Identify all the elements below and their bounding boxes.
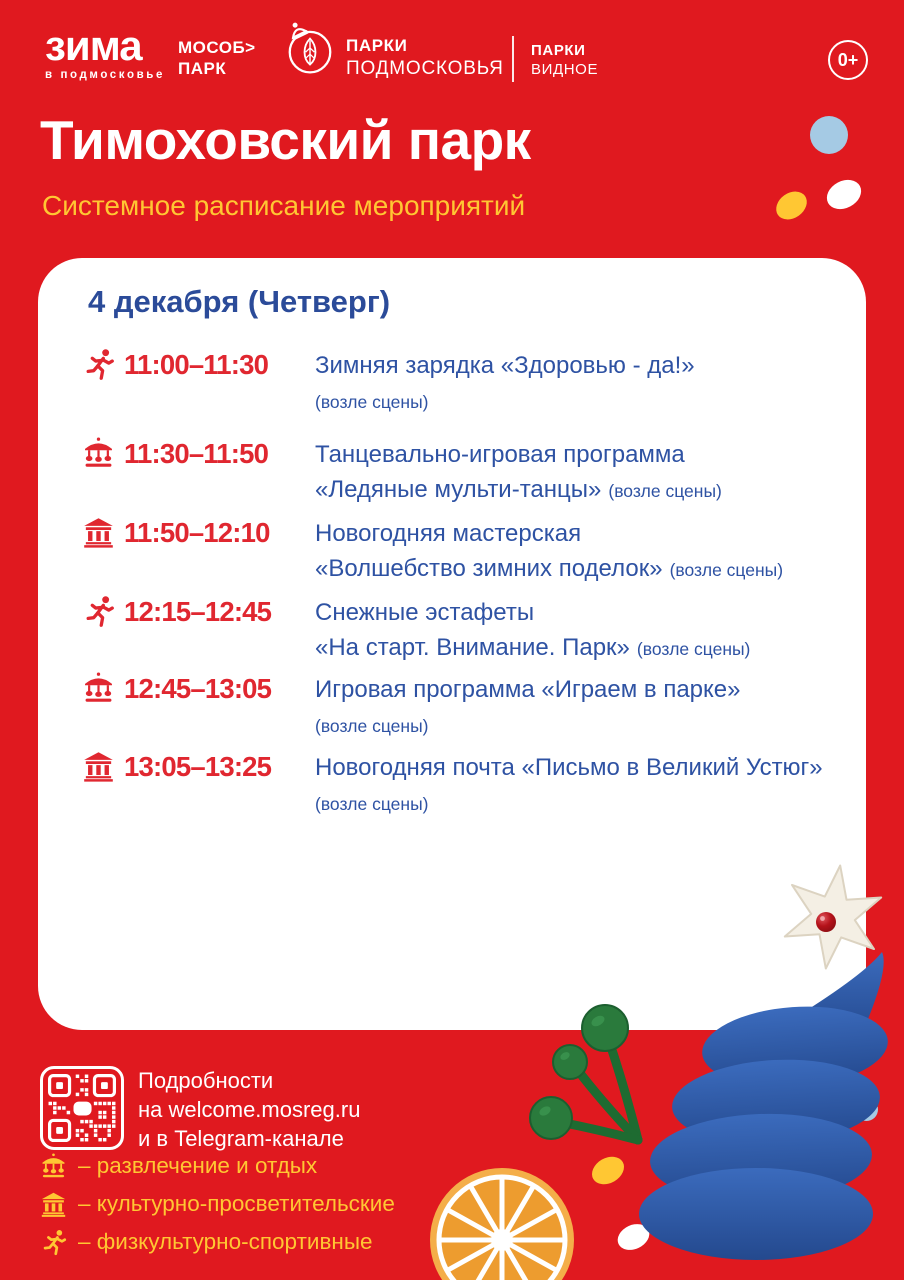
legend-label: – развлечение и отдых [78,1153,318,1178]
footer-line: на welcome.mosreg.ru [138,1097,361,1122]
legend-item [40,1190,395,1218]
page-title: Тимоховский парк [40,109,531,171]
event-title: Зимняя зарядка «Здоровью - да!» [315,352,695,379]
footer-line: и в Telegram-канале [138,1126,344,1151]
event-title: «Ледяные мульти-танцы» [315,476,602,503]
legend-item [40,1152,395,1180]
legend-label: – культурно-просветительские [78,1191,395,1216]
event-time: 11:30–11:50 [124,438,269,469]
museum-icon [82,516,115,549]
event-title: Игровая программа «Играем в парке» [315,676,741,703]
vidnoe-line1: ПАРКИ [531,42,586,59]
event-time: 12:45–13:05 [124,673,272,704]
event-title: «Волшебство зимних поделок» [315,555,663,582]
event-description [315,595,855,667]
museum-icon [40,1191,67,1218]
event-location: (возле сцены) [608,481,722,501]
zima-logo-subtitle: в подмосковье [45,69,165,81]
vidnoe-line2: ВИДНОЕ [531,61,599,78]
legend-item [40,1228,395,1256]
header-divider [512,36,514,82]
event-location: (возле сцены) [315,392,429,412]
event-title: Новогодняя мастерская [315,520,582,547]
orange-slice-decoration [420,1165,590,1280]
legend [40,1152,395,1256]
runner-icon [40,1229,67,1256]
event-title: Новогодняя почта «Письмо в Великий Устюг» [315,754,823,781]
runner-icon [82,595,115,628]
event-row [38,348,866,428]
event-location: (возле сцены) [315,716,429,736]
berries-decoration [520,990,670,1160]
carousel-icon [82,437,115,470]
event-description [315,516,855,588]
parki-vidnoe-logo [531,42,598,78]
event-time: 12:15–12:45 [124,596,272,627]
event-location: (возле сцены) [636,639,751,659]
confetti-dot [810,116,848,154]
confetti-dot [822,174,866,215]
legend-label: – физкультурно-спортивные [78,1229,373,1254]
star-topper-icon [785,866,881,969]
carousel-icon [40,1153,67,1180]
leaf-hat-logo-icon [283,22,337,78]
event-location: (возле сцены) [315,794,429,814]
event-description [315,437,855,509]
runner-icon [82,348,115,381]
age-rating-badge: 0+ [828,40,868,80]
parki-line1: ПАРКИ [346,36,408,55]
event-description [315,750,855,822]
event-title: Снежные эстафеты [315,599,535,626]
zima-logo-title: зима [45,22,142,69]
event-row [38,437,866,517]
mosobpark-logo [178,37,256,79]
event-description [315,672,855,744]
confetti-dot [771,186,812,225]
footer-line: Подробности [138,1068,274,1093]
event-row [38,595,866,675]
mosobpark-line1: МОСОБ> [178,38,256,57]
event-time: 11:00–11:30 [124,349,269,380]
parki-line2: ПОДМОСКОВЬЯ [346,58,504,79]
event-description [315,348,855,420]
page-subtitle: Системное расписание мероприятий [42,190,526,221]
event-location: (возле сцены) [669,560,784,580]
event-row [38,672,866,752]
event-row [38,516,866,596]
date-header: 4 декабря (Четверг) [88,284,391,319]
parki-podmoskovya-logo [346,36,504,80]
event-title: «На старт. Внимание. Парк» [315,634,630,661]
carousel-icon [82,672,115,705]
event-time: 13:05–13:25 [124,751,272,782]
event-title: Танцевально-игровая программа [315,441,685,468]
qr-code [40,1066,124,1150]
zima-logo [45,22,165,81]
event-row [38,750,866,830]
museum-icon [82,750,115,783]
footer-details [138,1066,360,1153]
mosobpark-line2: ПАРК [178,59,227,78]
event-time: 11:50–12:10 [124,517,270,548]
